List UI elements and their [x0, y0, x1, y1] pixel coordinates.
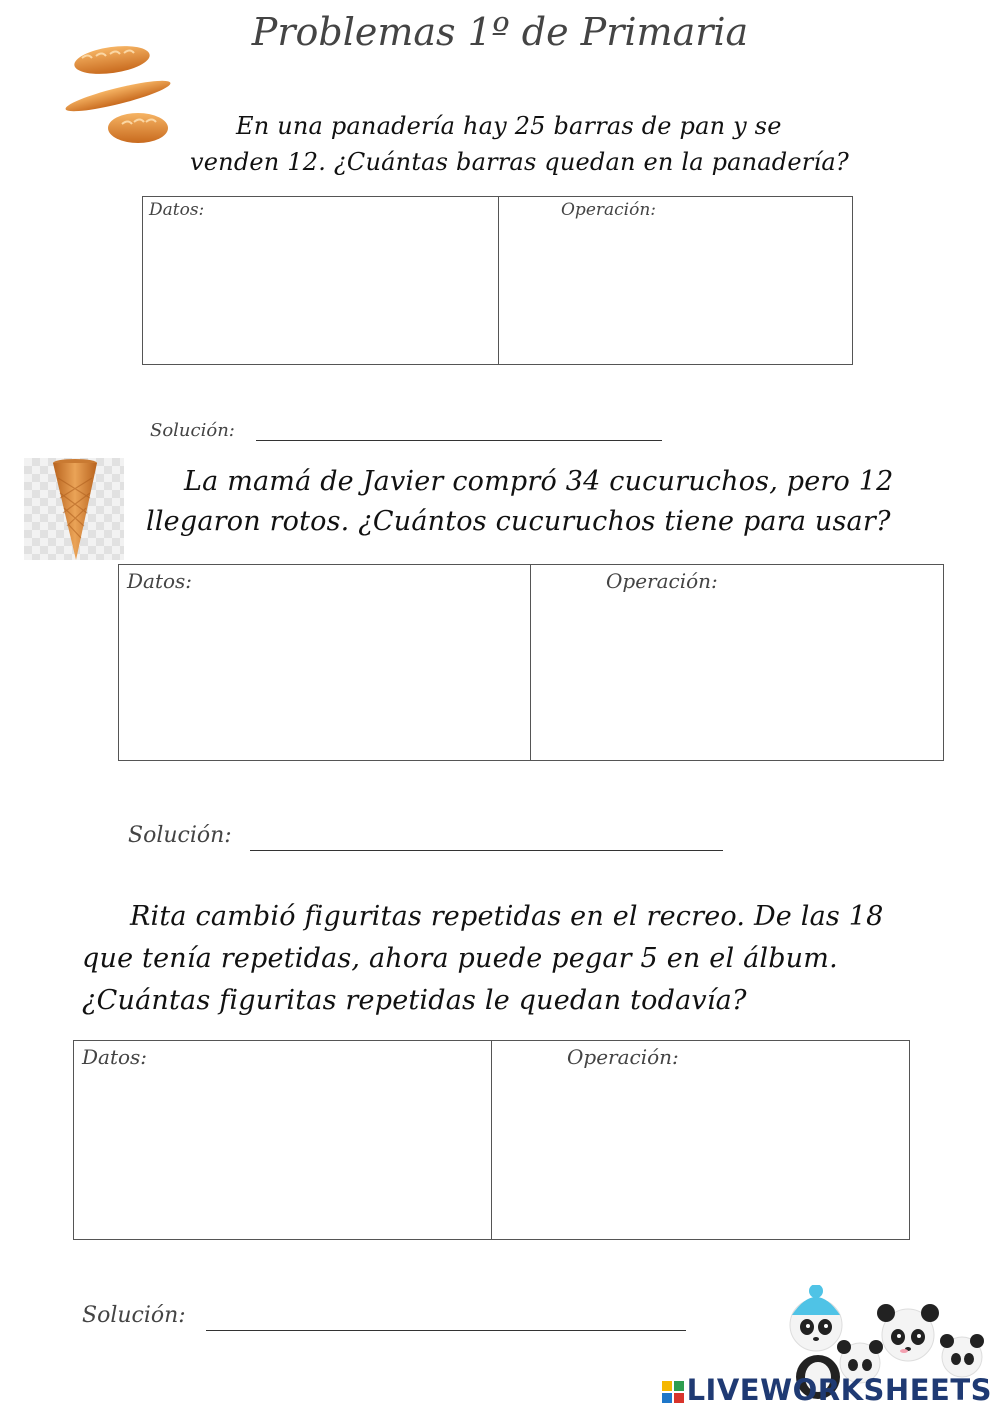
operation-label: Operación: — [561, 200, 657, 220]
liveworksheets-logo — [662, 1373, 992, 1407]
solution-answer-line[interactable] — [206, 1330, 686, 1331]
watermark-text: LIVEWORKSHEETS — [686, 1373, 992, 1407]
problem-3-text: Rita cambió figuritas repetidas en el recreo. De las 18 que tenía repetidas, ahora puede pegar 5 en el álbum. ¿Cuántas figuritas repetidas le quedan todavía? — [82, 901, 884, 1016]
problem-2-text: La mamá de Javier compró 34 cucuruchos, pero 12 llegaron rotos. ¿Cuántos cucuruchos tiene para usar? — [146, 466, 894, 537]
data-area[interactable] — [143, 225, 497, 364]
box-divider — [530, 565, 531, 760]
data-area[interactable] — [119, 597, 529, 760]
data-label: Datos: — [82, 1045, 148, 1069]
ice-cream-cone-icon — [50, 458, 100, 562]
operation-label: Operación: — [606, 569, 718, 593]
solution-label: Solución: — [150, 420, 235, 441]
bread-icon — [62, 40, 174, 148]
problem-3-work-box — [73, 1040, 910, 1240]
solution-answer-line[interactable] — [250, 850, 723, 851]
data-label: Datos: — [127, 569, 193, 593]
operation-area[interactable] — [500, 225, 852, 364]
page-title: Problemas 1º de Primaria — [251, 10, 749, 54]
data-label: Datos: — [149, 200, 205, 220]
operation-label: Operación: — [567, 1045, 679, 1069]
data-area[interactable] — [74, 1073, 490, 1239]
solution-label: Solución: — [82, 1303, 186, 1328]
problem-2-work-box — [118, 564, 944, 761]
solution-label: Solución: — [128, 823, 232, 848]
liveworksheets-logo-icon — [662, 1381, 684, 1403]
operation-area[interactable] — [493, 1073, 909, 1239]
operation-area[interactable] — [532, 597, 943, 760]
solution-answer-line[interactable] — [256, 440, 662, 441]
problem-1-work-box — [142, 196, 853, 365]
problem-1-text: En una panadería hay 25 barras de pan y se venden 12. ¿Cuántas barras quedan en la panadería? — [190, 112, 849, 176]
box-divider — [491, 1041, 492, 1239]
box-divider — [498, 197, 499, 364]
